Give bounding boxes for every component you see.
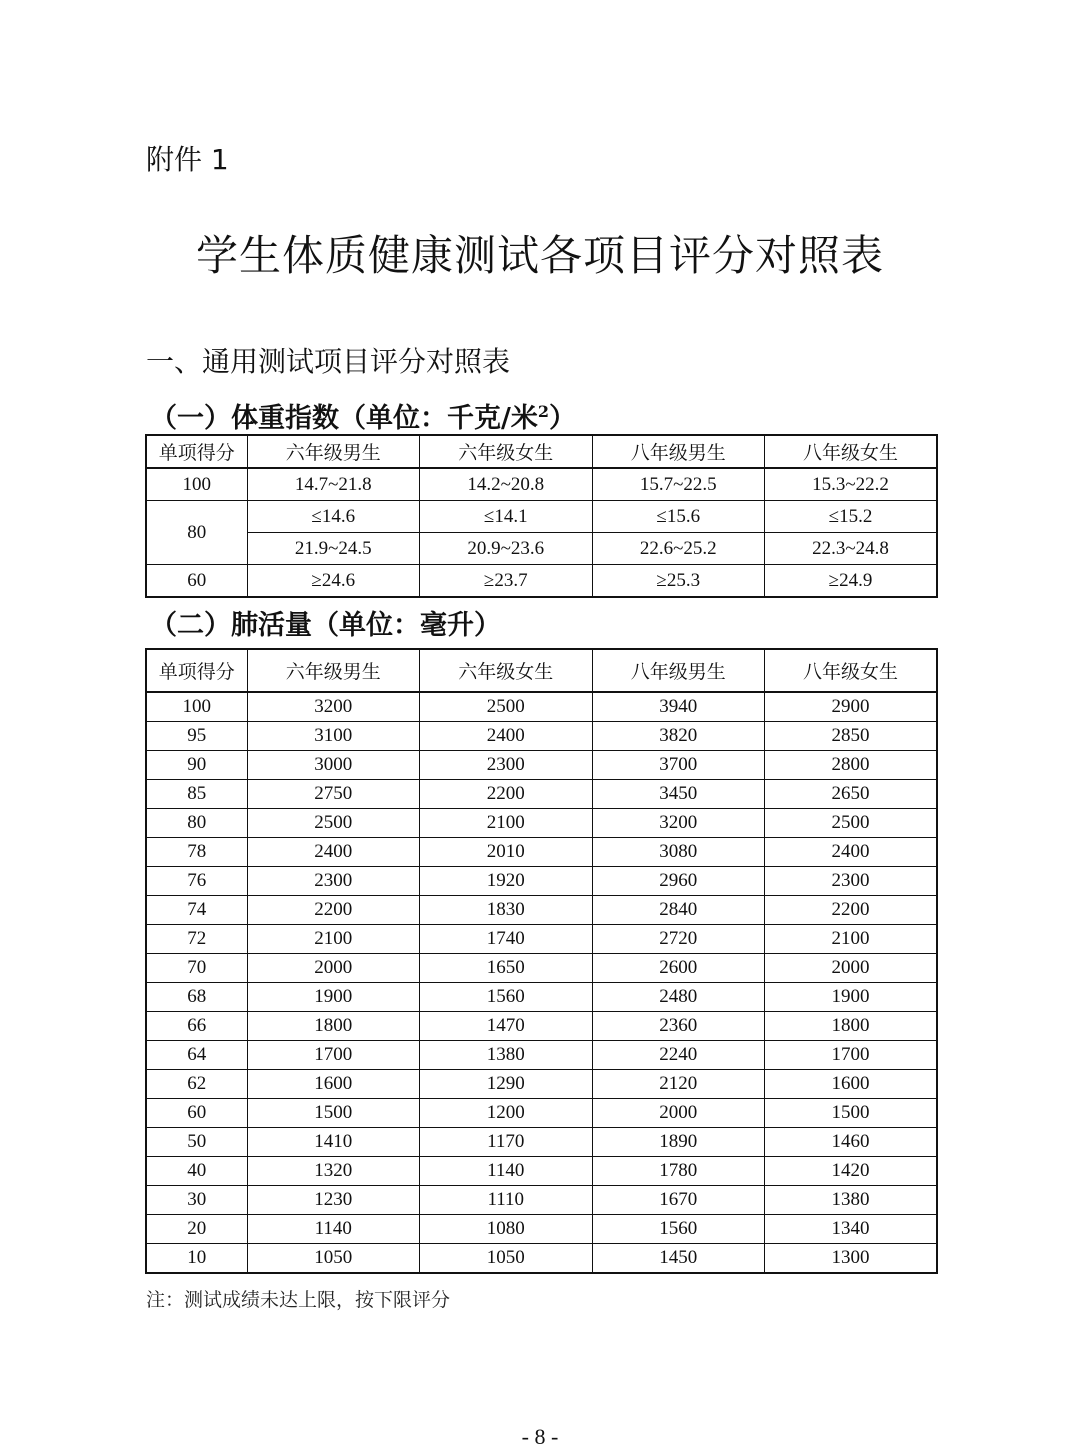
- column-header: 单项得分: [146, 435, 247, 468]
- table-row: [146, 1041, 937, 1070]
- value-cell: 2000: [592, 1099, 765, 1128]
- value-cell: 1500: [765, 1099, 938, 1128]
- value-cell: 1920: [420, 867, 593, 896]
- table-row: [146, 809, 937, 838]
- value-cell: 1500: [247, 1099, 420, 1128]
- value-cell: 1200: [420, 1099, 593, 1128]
- value-cell: 1140: [247, 1215, 420, 1244]
- column-header: 八年级女生: [765, 649, 938, 692]
- value-cell: 1600: [247, 1070, 420, 1099]
- table-row: [146, 1215, 937, 1244]
- value-cell: 2000: [247, 954, 420, 983]
- value-cell: 1830: [420, 896, 593, 925]
- score-cell: 40: [146, 1157, 247, 1186]
- value-cell: 1300: [765, 1244, 938, 1274]
- value-cell: 2500: [765, 809, 938, 838]
- value-cell: 2650: [765, 780, 938, 809]
- value-cell: 2200: [765, 896, 938, 925]
- value-cell: ≥24.9: [765, 565, 938, 598]
- value-cell: 2840: [592, 896, 765, 925]
- value-cell: ≥23.7: [420, 565, 593, 598]
- value-cell: ≤15.6: [592, 501, 765, 533]
- score-cell: 68: [146, 983, 247, 1012]
- value-cell: 2750: [247, 780, 420, 809]
- value-cell: 3700: [592, 751, 765, 780]
- value-cell: 1380: [765, 1186, 938, 1215]
- value-cell: 2500: [420, 692, 593, 722]
- table-row: [146, 751, 937, 780]
- score-cell: 10: [146, 1244, 247, 1274]
- value-cell: 2300: [765, 867, 938, 896]
- score-cell: 76: [146, 867, 247, 896]
- column-header: 八年级男生: [592, 435, 765, 468]
- column-header: 八年级男生: [592, 649, 765, 692]
- score-cell: 62: [146, 1070, 247, 1099]
- value-cell: 2480: [592, 983, 765, 1012]
- table-row: [146, 722, 937, 751]
- bmi-table: [145, 434, 938, 598]
- value-cell: 2400: [247, 838, 420, 867]
- value-cell: 2120: [592, 1070, 765, 1099]
- value-cell: 3000: [247, 751, 420, 780]
- value-cell: 1800: [765, 1012, 938, 1041]
- bmi-heading-suffix: ）: [549, 403, 577, 434]
- bmi-heading: [150, 394, 576, 437]
- value-cell: 15.7~22.5: [592, 468, 765, 501]
- value-cell: 3200: [247, 692, 420, 722]
- table-row: [146, 838, 937, 867]
- value-cell: 1420: [765, 1157, 938, 1186]
- page-number: - 8 -: [521, 1424, 559, 1449]
- value-cell: 1740: [420, 925, 593, 954]
- score-cell: 85: [146, 780, 247, 809]
- value-cell: 2300: [247, 867, 420, 896]
- value-cell: 1140: [420, 1157, 593, 1186]
- value-cell: 1170: [420, 1128, 593, 1157]
- column-header: 六年级女生: [420, 435, 593, 468]
- value-cell: 1050: [420, 1244, 593, 1274]
- table-row: [146, 565, 937, 598]
- table-row: [146, 468, 937, 501]
- vital-capacity-table: [145, 648, 938, 1274]
- value-cell: 2100: [247, 925, 420, 954]
- section-title: 一、通用测试项目评分对照表: [146, 345, 511, 378]
- value-cell: ≤15.2: [765, 501, 938, 533]
- value-cell: 1450: [592, 1244, 765, 1274]
- value-cell: 2960: [592, 867, 765, 896]
- value-cell: ≥25.3: [592, 565, 765, 598]
- vital-capacity-body: [146, 692, 937, 1273]
- value-cell: 3200: [592, 809, 765, 838]
- value-cell: 2000: [765, 954, 938, 983]
- value-cell: 3820: [592, 722, 765, 751]
- table-row: [146, 925, 937, 954]
- table-row: [146, 1070, 937, 1099]
- value-cell: 2360: [592, 1012, 765, 1041]
- value-cell: 2800: [765, 751, 938, 780]
- attachment-label: 附件 1: [146, 143, 229, 176]
- column-header: 六年级男生: [247, 435, 420, 468]
- value-cell: ≥24.6: [247, 565, 420, 598]
- table-row: [146, 533, 937, 565]
- value-cell: 3100: [247, 722, 420, 751]
- table-row: [146, 1157, 937, 1186]
- score-cell: 90: [146, 751, 247, 780]
- value-cell: 2200: [420, 780, 593, 809]
- value-cell: 2720: [592, 925, 765, 954]
- value-cell: 22.6~25.2: [592, 533, 765, 565]
- value-cell: 1460: [765, 1128, 938, 1157]
- table-row: [146, 692, 937, 722]
- score-cell: 66: [146, 1012, 247, 1041]
- value-cell: 1900: [247, 983, 420, 1012]
- score-cell: 72: [146, 925, 247, 954]
- table-row: [146, 780, 937, 809]
- value-cell: 1290: [420, 1070, 593, 1099]
- footnote: 注：测试成绩未达上限，按下限评分: [146, 1289, 451, 1311]
- score-cell: 74: [146, 896, 247, 925]
- table-row: [146, 954, 937, 983]
- value-cell: 21.9~24.5: [247, 533, 420, 565]
- value-cell: 1080: [420, 1215, 593, 1244]
- table-row: [146, 1244, 937, 1274]
- value-cell: 2100: [420, 809, 593, 838]
- table-row: [146, 983, 937, 1012]
- value-cell: 1320: [247, 1157, 420, 1186]
- bmi-heading-prefix: （一）体重指数（单位：千克/米: [150, 403, 538, 434]
- value-cell: 1560: [592, 1215, 765, 1244]
- value-cell: 2850: [765, 722, 938, 751]
- value-cell: 1410: [247, 1128, 420, 1157]
- value-cell: 22.3~24.8: [765, 533, 938, 565]
- value-cell: 2400: [420, 722, 593, 751]
- value-cell: ≤14.1: [420, 501, 593, 533]
- value-cell: 1900: [765, 983, 938, 1012]
- column-header: 六年级女生: [420, 649, 593, 692]
- score-cell: 78: [146, 838, 247, 867]
- table-row: [146, 1012, 937, 1041]
- value-cell: 2500: [247, 809, 420, 838]
- value-cell: 3080: [592, 838, 765, 867]
- value-cell: ≤14.6: [247, 501, 420, 533]
- score-cell: 70: [146, 954, 247, 983]
- value-cell: 1340: [765, 1215, 938, 1244]
- value-cell: 2100: [765, 925, 938, 954]
- value-cell: 1700: [765, 1041, 938, 1070]
- value-cell: 1700: [247, 1041, 420, 1070]
- score-cell: 60: [146, 565, 247, 598]
- value-cell: 1230: [247, 1186, 420, 1215]
- value-cell: 1780: [592, 1157, 765, 1186]
- score-cell: 50: [146, 1128, 247, 1157]
- table-row: [146, 867, 937, 896]
- table-row: [146, 501, 937, 533]
- value-cell: 2010: [420, 838, 593, 867]
- score-cell: 60: [146, 1099, 247, 1128]
- column-header: 单项得分: [146, 649, 247, 692]
- value-cell: 1890: [592, 1128, 765, 1157]
- value-cell: 15.3~22.2: [765, 468, 938, 501]
- value-cell: 2300: [420, 751, 593, 780]
- value-cell: 20.9~23.6: [420, 533, 593, 565]
- value-cell: 2400: [765, 838, 938, 867]
- value-cell: 1650: [420, 954, 593, 983]
- table-row: [146, 1186, 937, 1215]
- value-cell: 1050: [247, 1244, 420, 1274]
- value-cell: 1560: [420, 983, 593, 1012]
- column-header: 六年级男生: [247, 649, 420, 692]
- value-cell: 1800: [247, 1012, 420, 1041]
- value-cell: 14.2~20.8: [420, 468, 593, 501]
- value-cell: 2200: [247, 896, 420, 925]
- value-cell: 1600: [765, 1070, 938, 1099]
- score-cell: 30: [146, 1186, 247, 1215]
- score-cell: 80: [146, 501, 247, 565]
- score-cell: 100: [146, 468, 247, 501]
- value-cell: 3940: [592, 692, 765, 722]
- vital-capacity-heading: （二）肺活量（单位：毫升）: [150, 610, 501, 641]
- table-row: [146, 1128, 937, 1157]
- value-cell: 14.7~21.8: [247, 468, 420, 501]
- table-row: [146, 1099, 937, 1128]
- document-title: 学生体质健康测试各项目评分对照表: [195, 231, 884, 280]
- score-cell: 20: [146, 1215, 247, 1244]
- value-cell: 1470: [420, 1012, 593, 1041]
- value-cell: 2240: [592, 1041, 765, 1070]
- score-cell: 64: [146, 1041, 247, 1070]
- vital-capacity-header-row: [146, 649, 937, 692]
- score-cell: 80: [146, 809, 247, 838]
- table-row: [146, 896, 937, 925]
- score-cell: 100: [146, 692, 247, 722]
- value-cell: 3450: [592, 780, 765, 809]
- value-cell: 1110: [420, 1186, 593, 1215]
- value-cell: 1670: [592, 1186, 765, 1215]
- bmi-heading-superscript: 2: [537, 402, 550, 421]
- bmi-header-row: [146, 435, 937, 468]
- score-cell: 95: [146, 722, 247, 751]
- value-cell: 1380: [420, 1041, 593, 1070]
- column-header: 八年级女生: [765, 435, 938, 468]
- value-cell: 2600: [592, 954, 765, 983]
- value-cell: 2900: [765, 692, 938, 722]
